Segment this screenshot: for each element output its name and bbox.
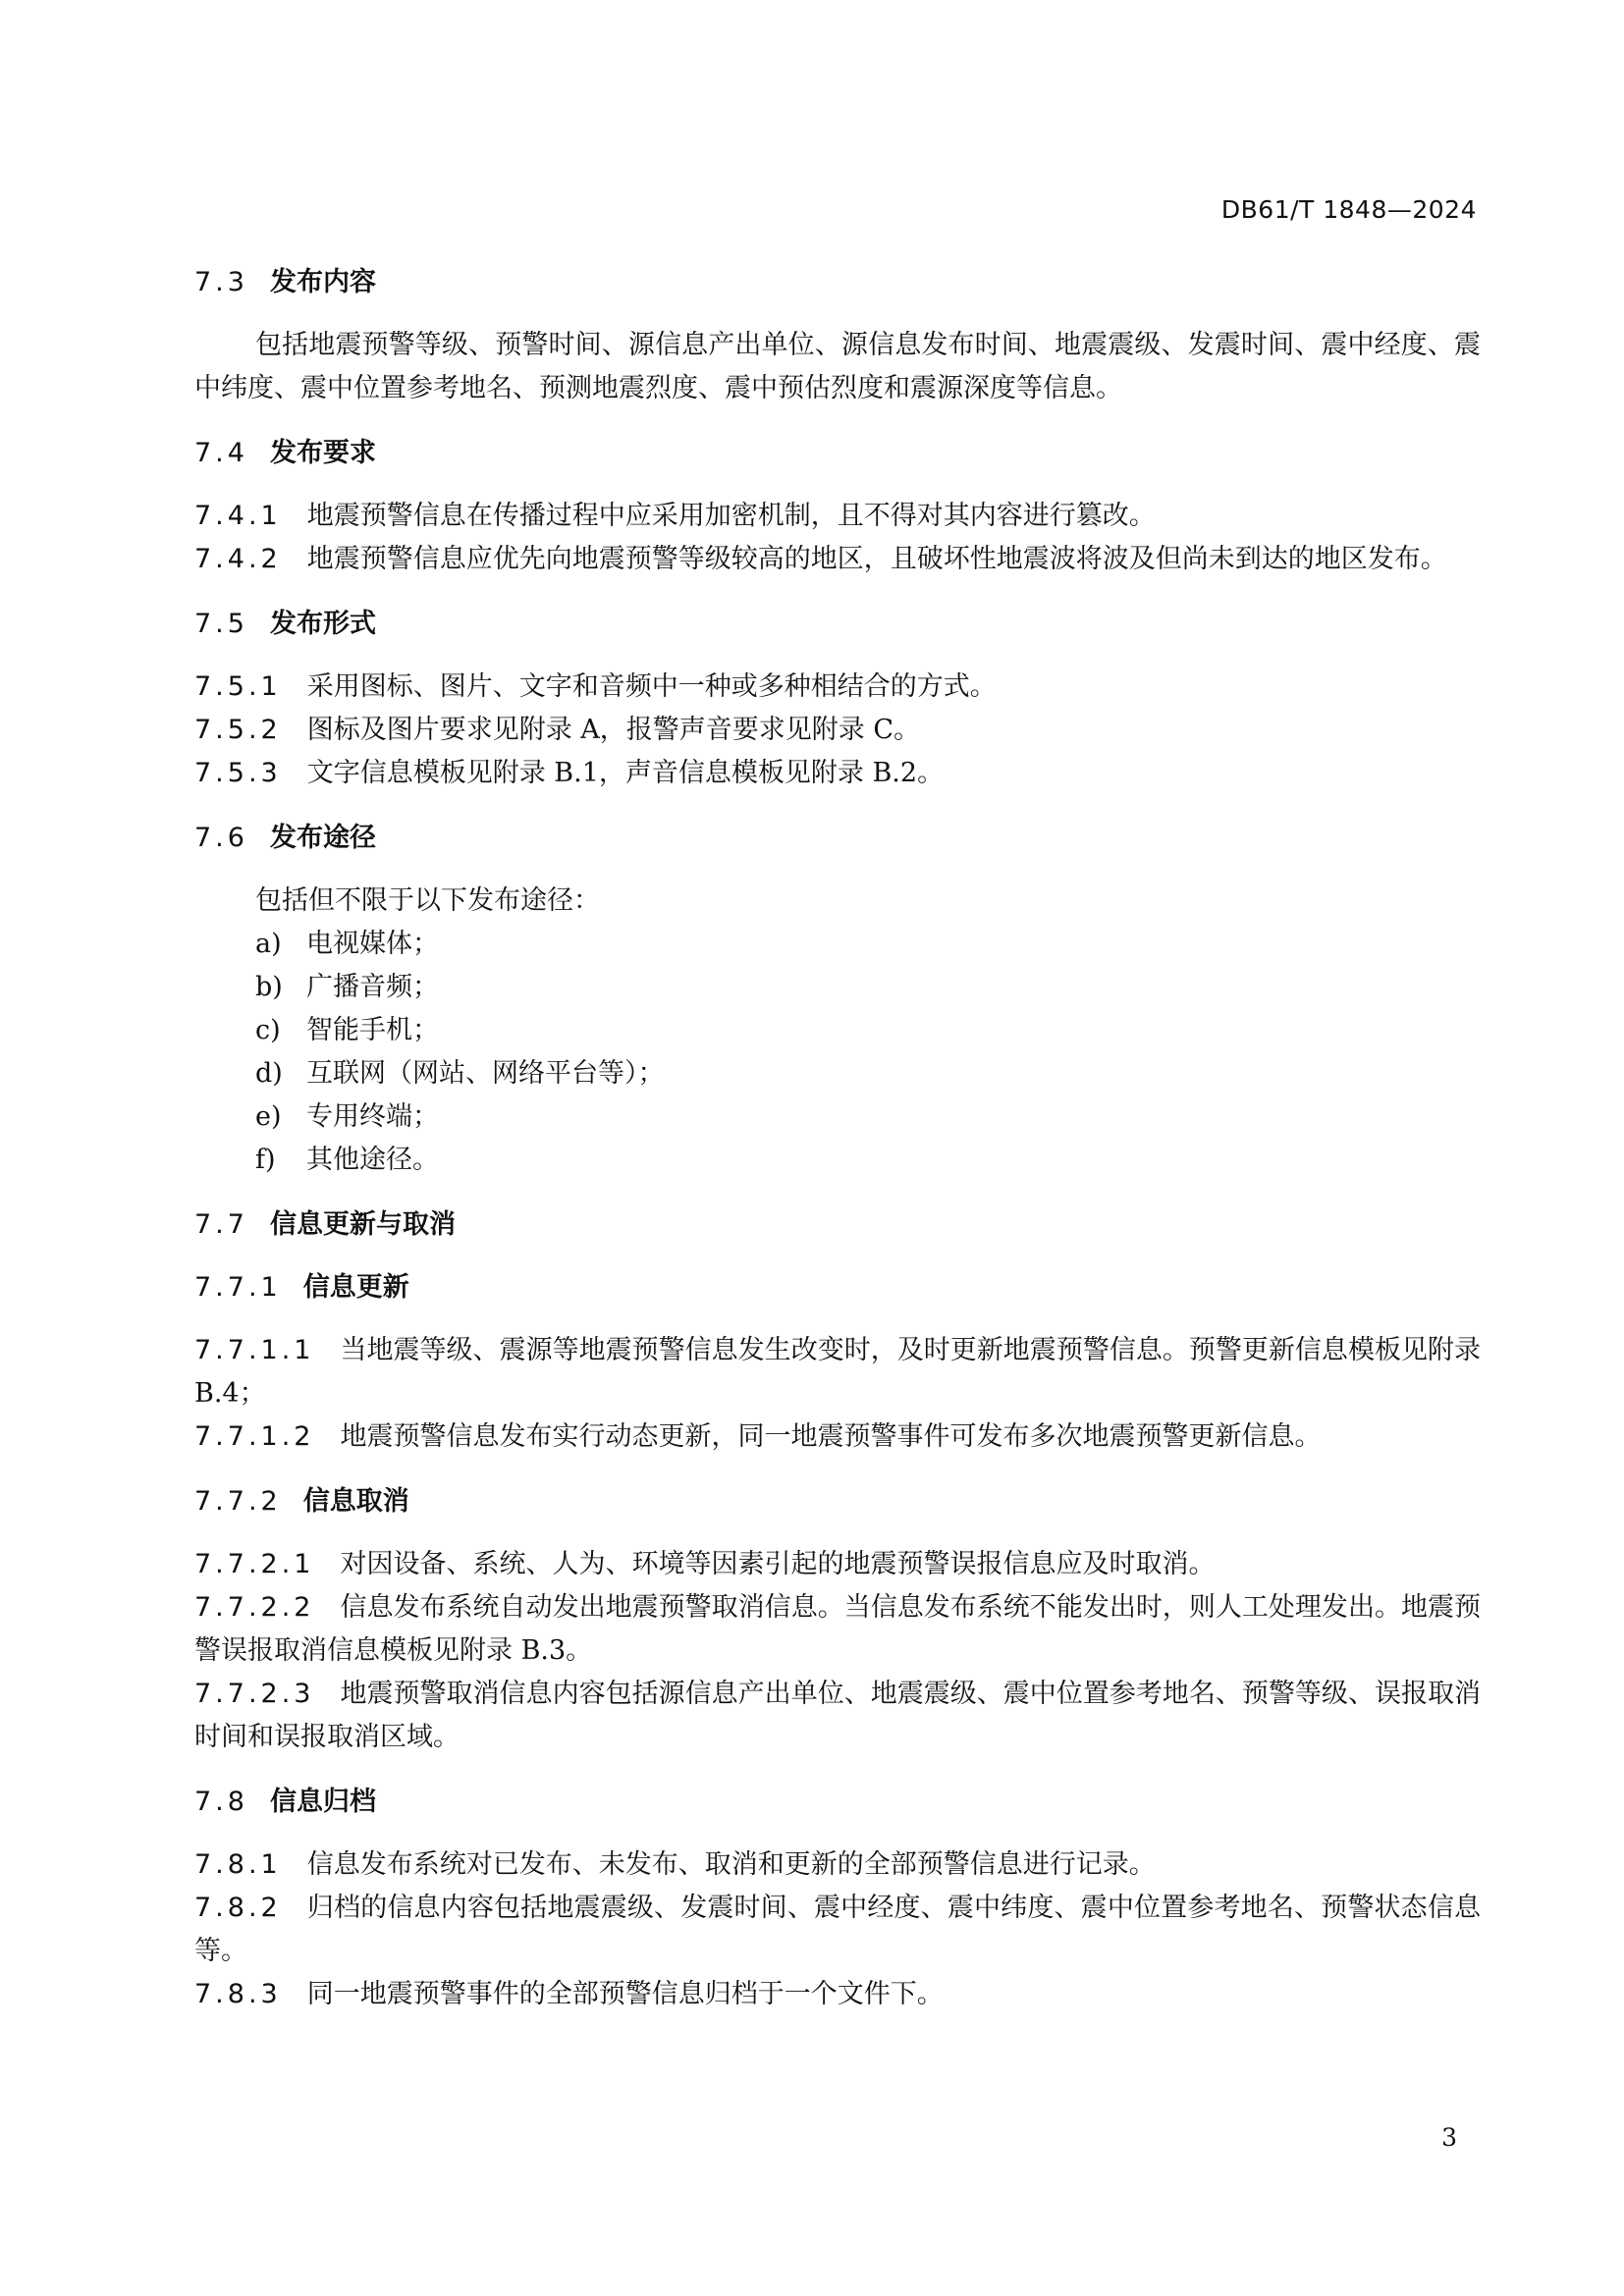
section-number: 7.7 [194,1209,248,1240]
clause-number: 7.8.3 [194,1979,282,2009]
section-number: 7.7.2 [194,1486,282,1517]
list-item [194,966,1481,1009]
list-text: 专用终端； [306,1101,439,1132]
clause-7-8-3 [194,1973,1481,2016]
list-item [194,1139,1481,1182]
list-text: 广播音频； [306,972,439,1002]
section-heading-7-5 [194,603,1481,646]
list-marker: a) [255,929,282,959]
document-body [194,261,1481,2016]
list-item [194,923,1481,966]
section-title: 发布途径 [269,823,376,853]
clause-text: 信息发布系统自动发出地震预警取消信息。当信息发布系统不能发出时，则人工处理发出。地震预警误报取消信息模板见附录 B.3。 [194,1592,1481,1666]
clause-text: 信息发布系统对已发布、未发布、取消和更新的全部预警信息进行记录。 [306,1849,1156,1880]
section-title: 信息更新与取消 [269,1209,456,1240]
section-paragraph: 包括地震预警等级、预警时间、源信息产出单位、源信息发布时间、地震震级、发震时间、震中经度、震中纬度、震中位置参考地名、预测地震烈度、震中预估烈度和震源深度等信息。 [194,330,1481,403]
section-title: 发布内容 [269,267,376,297]
clause-7-7-1-1 [194,1329,1481,1415]
clause-text: 同一地震预警事件的全部预警信息归档于一个文件下。 [306,1979,944,2009]
section-number: 7.3 [194,267,248,297]
clause-7-5-3 [194,752,1481,795]
list-marker: f) [255,1145,276,1175]
clause-number: 7.4.2 [194,544,282,574]
clause-number: 7.4.1 [194,501,282,531]
section-heading-7-4 [194,432,1481,475]
list-marker: b) [255,972,283,1002]
section-heading-7-3 [194,261,1481,304]
document-code: DB61/T 1848—2024 [1220,195,1477,224]
clause-number: 7.7.2.3 [194,1679,315,1709]
section-title: 信息更新 [302,1272,409,1303]
list-text: 互联网（网站、网络平台等）； [306,1058,665,1089]
clause-7-5-1 [194,666,1481,709]
clause-number: 7.8.1 [194,1849,282,1880]
clause-7-8-1 [194,1843,1481,1887]
clause-number: 7.7.1.1 [194,1335,315,1365]
clause-number: 7.5.3 [194,758,282,788]
page-number: 3 [1441,2123,1457,2152]
section-number: 7.7.1 [194,1272,282,1303]
clause-text: 当地震等级、震源等地震预警信息发生改变时，及时更新地震预警信息。预警更新信息模板见附录 B.4； [194,1335,1481,1409]
clause-number: 7.5.1 [194,671,282,702]
list-text: 电视媒体； [306,929,439,959]
clause-text: 归档的信息内容包括地震震级、发震时间、震中经度、震中纬度、震中位置参考地名、预警状态信息等。 [194,1893,1481,1966]
clause-text: 地震预警取消信息内容包括源信息产出单位、地震震级、震中位置参考地名、预警等级、误报取消时间和误报取消区域。 [194,1679,1481,1752]
list-text: 其他途径。 [306,1145,439,1175]
clause-text: 地震预警信息发布实行动态更新，同一地震预警事件可发布多次地震预警更新信息。 [340,1421,1322,1452]
clause-text: 采用图标、图片、文字和音频中一种或多种相结合的方式。 [306,671,997,702]
list-text: 智能手机； [306,1015,439,1045]
clause-number: 7.5.2 [194,715,282,745]
clause-text: 地震预警信息在传播过程中应采用加密机制，且不得对其内容进行篡改。 [306,501,1156,531]
clause-number: 7.7.2.2 [194,1592,315,1623]
clause-7-4-1 [194,495,1481,538]
section-heading-7-7 [194,1203,1481,1247]
clause-7-7-2-3 [194,1673,1481,1759]
section-heading-7-6 [194,817,1481,860]
section-number: 7.6 [194,823,248,853]
list-marker: e) [255,1101,282,1132]
clause-text: 对因设备、系统、人为、环境等因素引起的地震预警误报信息应及时取消。 [340,1549,1216,1579]
clause-7-5-2 [194,709,1481,752]
list-item [194,1052,1481,1095]
section-title: 发布要求 [269,438,376,468]
list-item [194,1095,1481,1139]
section-title: 信息归档 [269,1787,376,1817]
clause-7-4-2 [194,538,1481,581]
list-marker: c) [255,1015,281,1045]
clause-number: 7.8.2 [194,1893,282,1923]
clause-number: 7.7.1.2 [194,1421,315,1452]
clause-7-7-2-2 [194,1586,1481,1673]
list-item [194,1009,1481,1052]
list-intro: 包括但不限于以下发布途径： [255,885,600,916]
clause-text: 文字信息模板见附录 B.1，声音信息模板见附录 B.2。 [306,758,945,788]
clause-7-8-2 [194,1887,1481,1973]
section-number: 7.8 [194,1787,248,1817]
subsection-heading-7-7-2 [194,1480,1481,1523]
clause-7-7-1-2 [194,1415,1481,1459]
list-marker: d) [255,1058,283,1089]
clause-7-7-2-1 [194,1543,1481,1586]
section-number: 7.4 [194,438,248,468]
section-heading-7-8 [194,1781,1481,1824]
clause-text: 地震预警信息应优先向地震预警等级较高的地区，且破坏性地震波将波及但尚未到达的地区发布。 [306,544,1447,574]
section-title: 信息取消 [302,1486,409,1517]
section-number: 7.5 [194,609,248,639]
clause-text: 图标及图片要求见附录 A，报警声音要求见附录 C。 [306,715,921,745]
subsection-heading-7-7-1 [194,1266,1481,1309]
section-title: 发布形式 [269,609,376,639]
clause-number: 7.7.2.1 [194,1549,315,1579]
